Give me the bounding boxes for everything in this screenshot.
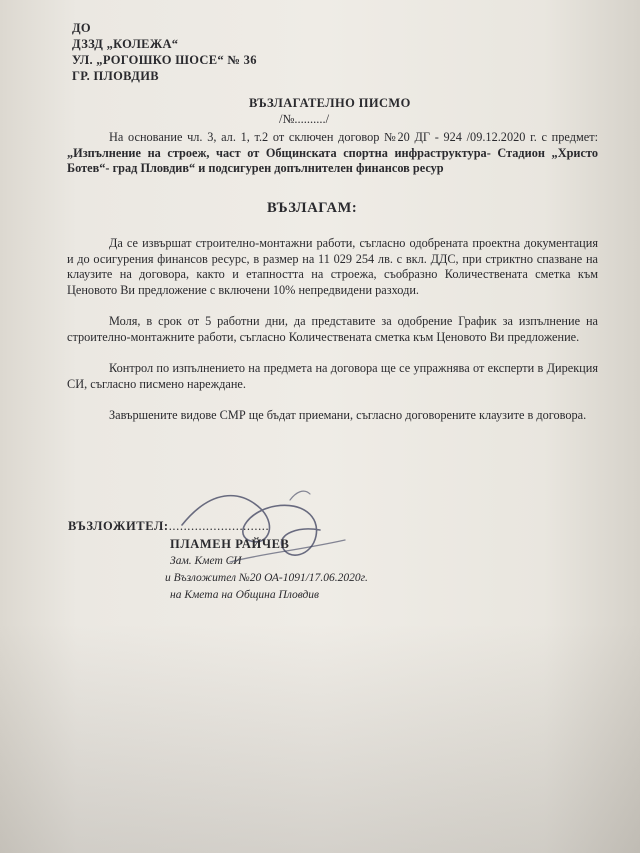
body-paragraph-4: Завършените видове СМР ще бъдат приемани, съгласно договорените клаузите в договора. — [109, 408, 587, 422]
body-paragraph-1: Да се извършат строително-монтажни работи, съгласно одобрената проектна документация и до осигурения финансов ресурс, в размер на 11 029 254 лв. с вкл. ДДС, при стриктно спазване на клаузите на договора, както и етапността на строежа, съобразно Количествената сметка към Ценовото Ви предложение с включени 10% непредвидени разходи. — [67, 236, 598, 297]
document-title: ВЪЗЛАГАТЕЛНО ПИСМО — [249, 96, 411, 110]
intro-text: На основание чл. 3, ал. 1, т.2 от сключен договор №20 ДГ - 924 /09.12.2020 г. с предмет: — [109, 130, 598, 144]
document-number: /№........../ — [279, 112, 330, 126]
assign-heading: ВЪЗЛАГАМ: — [267, 200, 358, 216]
address-to: ДО — [72, 21, 91, 35]
signer-organization: на Кмета на Община Пловдив — [170, 589, 320, 601]
address-company: ДЗЗД „КОЛЕЖА“ — [72, 37, 179, 51]
address-city: ГР. ПЛОВДИВ — [72, 69, 159, 83]
intro-paragraph — [67, 130, 598, 177]
signer-name: ПЛАМЕН РАЙЧЕВ — [170, 537, 290, 551]
contract-subject: „Изпълнение на строеж, част от Общинската спортна инфраструктура- Стадион „Христо Ботев“- град Пловдив“ и подсигурен допълнителен финансов ресур — [67, 145, 598, 176]
body-paragraph-2: Моля, в срок от 5 работни дни, да представите за одобрение График за изпълнение на строително-монтажните работи, съгласно Количествената сметка към Ценовото Ви предложение. — [67, 314, 598, 344]
signer-label — [68, 519, 269, 534]
signer-authorization: и Възложител №20 ОА-1091/17.06.2020г. — [165, 572, 368, 584]
signer-label-text: ВЪЗЛОЖИТЕЛ: — [68, 519, 169, 533]
address-street: УЛ. „РОГОШКО ШОСЕ“ № 36 — [72, 53, 257, 67]
body-paragraph-3: Контрол по изпълнението на предмета на договора ще се упражнява от експерти в Дирекция СИ, съгласно писмено нареждане. — [67, 361, 598, 391]
paper-shadow — [0, 623, 640, 853]
signer-role: Зам. Кмет СИ — [170, 555, 242, 567]
signature-dots: ........................... — [168, 519, 270, 533]
